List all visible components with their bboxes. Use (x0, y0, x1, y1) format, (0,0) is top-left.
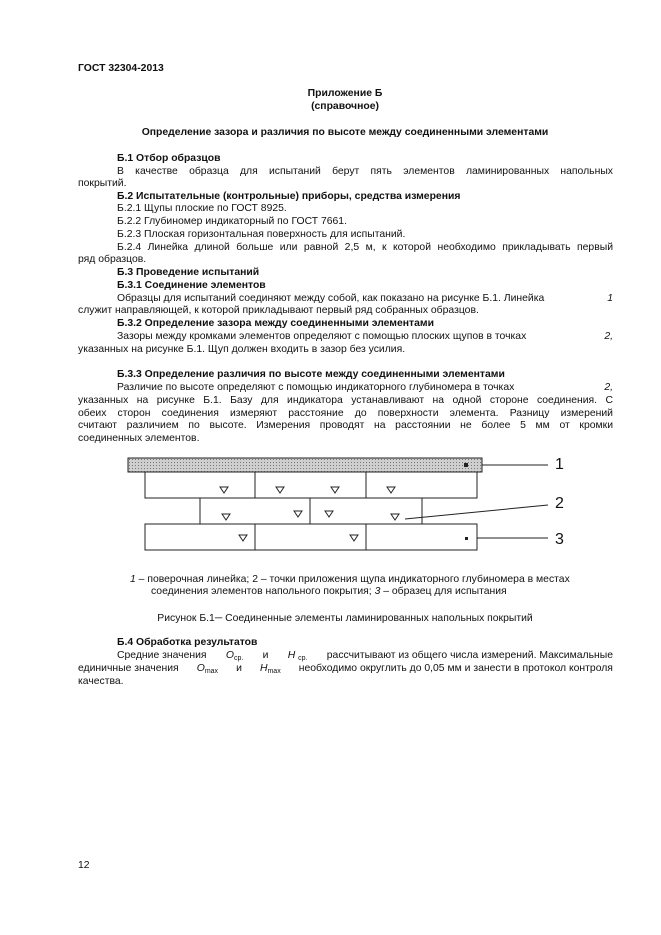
o-symbol: O (196, 663, 205, 674)
b33-heading: Б.3.3 Определение различия по высоте между соединенными элементами (117, 369, 505, 380)
avg-subscript: ср. (233, 655, 244, 662)
h-symbol: H (287, 650, 296, 661)
appendix-heading: Определение зазора и различия по высоте между соединенными элементами (141, 127, 549, 138)
b33-line-5: соединенных элементов. (78, 433, 200, 444)
b32-line-2: указанных на рисунке Б.1. Щуп должен входить в зазор без усилия. (78, 344, 406, 355)
point-marker (331, 487, 339, 493)
b33-line-2: указанных на рисунке Б.1. Базу для индикатора устанавливают на одной стороне соединения. С (78, 395, 613, 406)
b33-point-ref: 2, (604, 382, 613, 393)
legend-text-2a: соединения элементов напольного покрытия; (151, 586, 375, 597)
ruler-bar (128, 458, 482, 472)
appendix-subtitle: (справочное) (311, 101, 379, 112)
point-marker (220, 487, 228, 493)
legend-line-1 (130, 574, 570, 586)
h-symbol: H (259, 663, 268, 674)
b4-heading: Б.4 Обработка результатов (117, 637, 258, 648)
b4-line-1-b: рассчитывают из общего числа измерений. Максимальные (326, 650, 613, 661)
o-symbol: O (225, 650, 234, 661)
point-marker (239, 535, 247, 541)
point-marker (350, 535, 358, 541)
row-2 (200, 498, 422, 524)
callout-1: 1 (555, 456, 564, 473)
ruler-marker (464, 463, 468, 467)
max-subscript: max (204, 668, 219, 675)
b31-ruler-ref: 1 (607, 293, 613, 304)
b4-line-2-a: единичные значения (78, 663, 179, 674)
avg-subscript: ср. (298, 655, 308, 662)
callout-3: 3 (555, 531, 564, 548)
b2-item-3: Б.2.3 Плоская горизонтальная поверхность для испытаний. (117, 229, 406, 240)
appendix-title: Приложение Б (307, 88, 383, 99)
point-marker (387, 487, 395, 493)
b32-point-ref: 2, (604, 331, 613, 342)
standard-header: ГОСТ 32304-2013 (78, 63, 164, 74)
point-marker (276, 487, 284, 493)
sample-marker (465, 537, 468, 540)
legend-num-3: 3 (374, 586, 381, 597)
b2-item-1: Б.2.1 Щупы плоские по ГОСТ 8925. (117, 203, 287, 214)
b4-line-1-and: и (262, 650, 269, 661)
legend-line-2 (151, 586, 507, 598)
b4-line-1-a: Средние значения (117, 650, 207, 661)
b33-line-1-text: Различие по высоте определяют с помощью индикаторного глубиномера в точках (117, 382, 515, 393)
b4-line-2-b: необходимо округлить до 0,05 мм и занести в протокол контроля (298, 663, 613, 674)
b1-line-2: покрытий. (78, 178, 127, 189)
legend-text-2b: – образец для испытания (380, 586, 507, 597)
b2-item-4-line-2: ряд образцов. (78, 254, 147, 265)
row-1 (145, 472, 477, 498)
point-marker (325, 511, 333, 517)
point-marker (391, 514, 399, 520)
callout-2-leader (405, 505, 548, 519)
b31-line-1-text: Образцы для испытаний соединяют между собой, как показано на рисунке Б.1. Линейка (117, 293, 545, 304)
b32-heading: Б.3.2 Определение зазора между соединенными элементами (117, 318, 434, 329)
b32-line-1-text: Зазоры между кромками элементов определяют с помощью плоских щупов в точках (117, 331, 527, 342)
legend-text-1: – поверочная линейка; 2 – точки приложения щупа индикаторного глубиномера в местах (135, 574, 570, 585)
b2-heading: Б.2 Испытательные (контрольные) приборы, средства измерения (117, 191, 461, 202)
b1-heading: Б.1 Отбор образцов (117, 153, 221, 164)
b1-line-1: В качестве образца для испытаний берут пять элементов ламинированных напольных (117, 166, 613, 177)
point-marker (222, 514, 230, 520)
row-3 (145, 524, 477, 550)
b31-line-2: служит направляющей, к которой прикладывают первый ряд собранных образцов. (78, 305, 479, 316)
legend-num-1: 1 (130, 574, 136, 585)
b4-line-2-and: и (236, 663, 242, 674)
b31-heading: Б.3.1 Соединение элементов (117, 280, 266, 291)
b33-line-4: считают различием по высоте. Измерения проводят на расстоянии не более 5 мм от кромки (78, 420, 613, 431)
page-number: 12 (78, 860, 90, 871)
max-subscript: max (267, 668, 281, 675)
b2-item-4-line-1: Б.2.4 Линейка длиной больше или равной 2,5 м, к которой необходимо прикладывать первый (117, 242, 613, 253)
point-marker (294, 511, 302, 517)
figure-caption: Рисунок Б.1─ Соединенные элементы ламинированных напольных покрытий (157, 613, 533, 624)
b33-line-3: обеих сторон соединения измеряют расстояние до поверхности элемента. Разницу измерений (78, 408, 613, 419)
callout-2: 2 (555, 495, 564, 512)
b2-item-2: Б.2.2 Глубиномер индикаторный по ГОСТ 7661. (117, 216, 347, 227)
b3-heading: Б.3 Проведение испытаний (117, 267, 260, 278)
b4-line-3: качества. (78, 676, 124, 687)
